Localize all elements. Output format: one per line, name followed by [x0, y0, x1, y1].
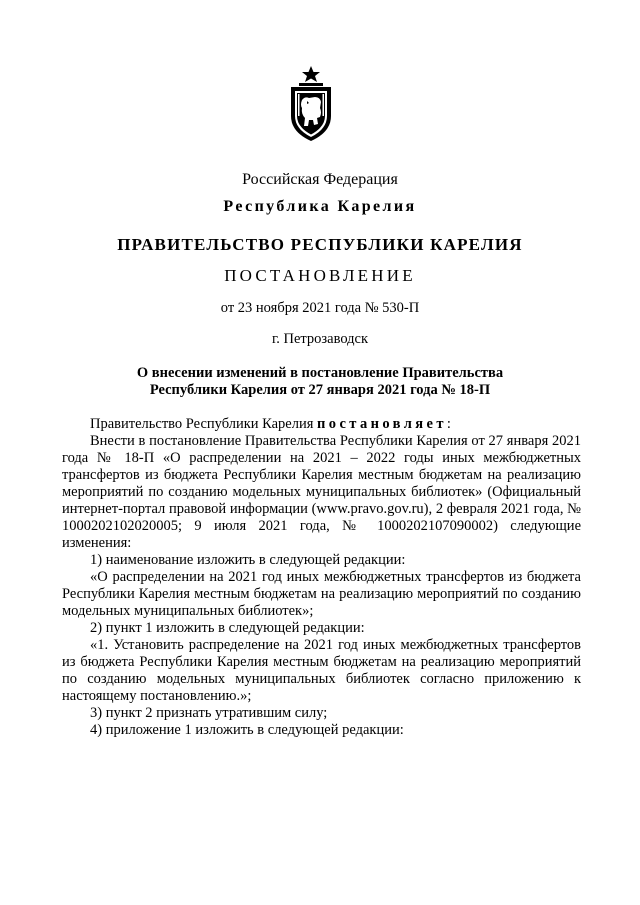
- body-paragraph-item-1: 1) наименование изложить в следующей редакции:: [90, 552, 406, 568]
- body-paragraph-main: Внести в постановление Правительства Республики Карелия от 27 января 2021 года № 18-П «О распределении на 2021 – 2022 годы иных межбюджетных трансфертов из бюджета Республики Карелия местным бюджетам на реализацию мероприятий по созданию модельных муниципальных библиотек» (Официальный интернет-портал правовой информации (www.pravo.gov.ru), 2 февраля 2021 года, № 1000202102020005; 9 июля 2021 года, № 1000202107090002) следующие изменения:: [62, 433, 581, 551]
- document-type: ПОСТАНОВЛЕНИЕ: [224, 266, 416, 285]
- document-date: от 23 ноября 2021 года № 530-П: [220, 300, 420, 316]
- body-paragraph-item-3: 3) пункт 2 признать утратившим силу;: [90, 705, 328, 721]
- document-title-line-1: О внесении изменений в постановление Правительства: [136, 365, 504, 381]
- document-title-line-2: Республики Карелия от 27 января 2021 года № 18-П: [149, 382, 491, 398]
- document-title: [0, 365, 640, 399]
- document-body: [62, 416, 581, 739]
- body-paragraph-item-4: 4) приложение 1 изложить в следующей редакции:: [90, 722, 404, 738]
- intro-keyword: постановляет: [317, 416, 447, 432]
- republic-name: Республика Карелия: [223, 198, 417, 215]
- body-paragraph-item-1-text: «О распределении на 2021 год иных межбюджетных трансфертов из бюджета Республики Карелия местным бюджетам на реализацию мероприятий по созданию модельных муниципальных библиотек»;: [62, 569, 581, 619]
- document-city: г. Петрозаводск: [271, 331, 369, 347]
- intro-suffix: :: [446, 416, 451, 432]
- intro-paragraph: [62, 416, 581, 433]
- government-name: ПРАВИТЕЛЬСТВО РЕСПУБЛИКИ КАРЕЛИЯ: [117, 235, 523, 254]
- body-paragraph-item-2: 2) пункт 1 изложить в следующей редакции:: [90, 620, 365, 636]
- country-name: Российская Федерация: [242, 171, 398, 188]
- body-paragraph-item-2-text: «1. Установить распределение на 2021 год иных межбюджетных трансфертов из бюджета Республики Карелия местным бюджетам на реализацию мероприятий по созданию модельных муниципальных библиотек согласно приложению к настоящему постановлению.»;: [62, 637, 581, 704]
- karelia-coat-of-arms-icon: [287, 66, 335, 142]
- intro-prefix: Правительство Республики Карелия: [90, 416, 318, 432]
